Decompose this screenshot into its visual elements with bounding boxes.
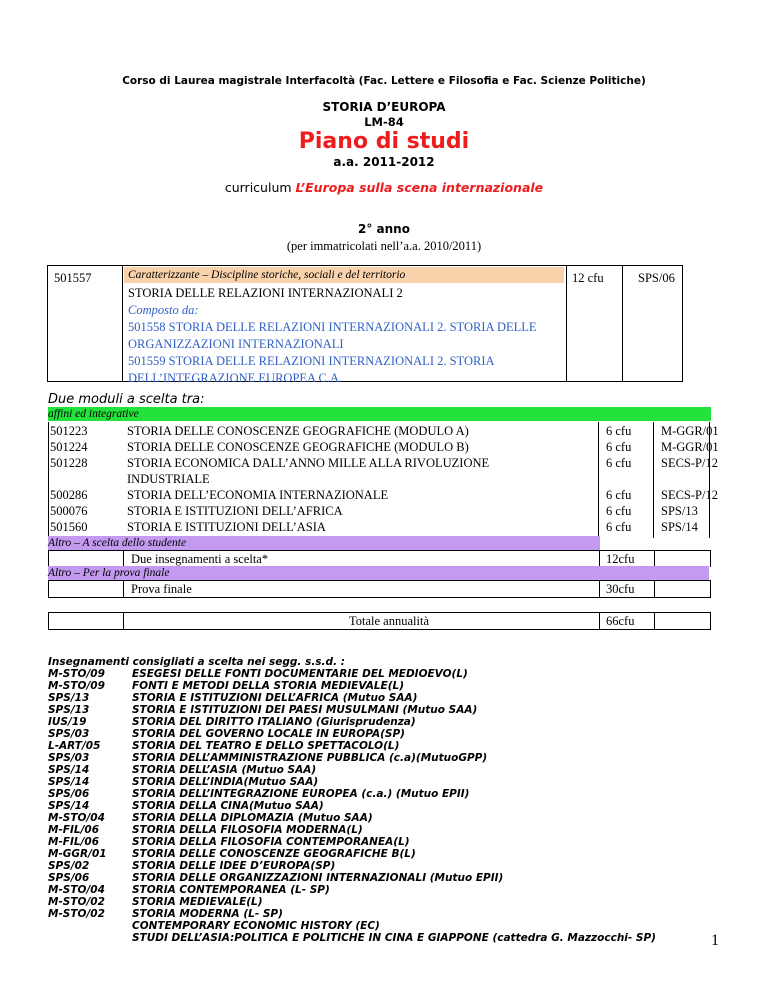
row-code: 501223 [50, 424, 88, 438]
list-item-name: STUDI DELL’ASIA:POLITICA E POLITICHE IN CINA E GIAPPONE (cattedra G. Mazzocchi- SP) [132, 932, 656, 944]
main-course-name: STORIA DELLE RELAZIONI INTERNAZIONALI 2 [128, 286, 403, 300]
list-item-name: STORIA MEDIEVALE(L) [132, 896, 263, 908]
list-item-name: STORIA DELLE CONOSCENZE GEOGRAFICHE B(L) [132, 848, 416, 860]
list-item-name: STORIA DEL TEATRO E DELLO SPETTACOLO(L) [132, 740, 400, 752]
list-item-name: STORIA DELLA CINA(Mutuo SAA) [132, 800, 324, 812]
list-item-name: STORIA DELL’ASIA (Mutuo SAA) [132, 764, 317, 776]
list-item-name: STORIA E ISTITUZIONI DEI PAESI MUSULMANI (Mutuo SAA) [132, 704, 478, 716]
totale-row [48, 612, 711, 630]
altro-scelta-row [48, 550, 711, 567]
list-item-name: STORIA DELL’AMMINISTRAZIONE PUBBLICA (c.a)(MutuoGPP) [132, 752, 488, 764]
totale-label: Totale annualità [349, 614, 429, 628]
main-course-cfu: 12 cfu [572, 271, 604, 285]
row-name: STORIA DELL’ECONOMIA INTERNAZIONALE [127, 488, 389, 502]
list-item-name: STORIA MODERNA (L- SP) [132, 908, 283, 920]
list-item-name: STORIA DELLE ORGANIZZAZIONI INTERNAZIONALI (Mutuo EPII) [132, 872, 504, 884]
row-cfu: 6 cfu [606, 440, 632, 454]
list-item-ssd: M-STO/02 [48, 908, 105, 920]
altro-finale-row [48, 580, 711, 598]
list-item-ssd: L-ART/05 [48, 740, 101, 752]
sub-module-2: 501559 STORIA DELLE RELAZIONI INTERNAZIONALI 2. STORIA DELL’INTEGRAZIONE EUROPEA C.A. [128, 354, 494, 385]
altro-scelta-name: Due insegnamenti a scelta* [131, 552, 269, 566]
academic-year: a.a. 2011-2012 [333, 155, 435, 169]
list-item-name: STORIA DELLA FILOSOFIA CONTEMPORANEA(L) [132, 836, 410, 848]
page-number: 1 [711, 932, 719, 949]
enrollment-note: (per immatricolati nell’a.a. 2010/2011) [286, 239, 482, 253]
altro-scelta-band: Altro – A scelta dello studente [48, 536, 600, 550]
row-code: 501228 [50, 456, 88, 470]
moduli-ssd-border [653, 422, 654, 538]
list-item-ssd: SPS/14 [48, 800, 90, 812]
list-item-ssd: M-FIL/06 [48, 836, 100, 848]
consigliati-title: Insegnamenti consigliati a scelta nei segg. s.s.d. : [48, 656, 345, 668]
list-item-ssd: M-STO/04 [48, 884, 105, 896]
row-name: STORIA E ISTITUZIONI DELL’ASIA [127, 520, 326, 534]
row-cfu: 6 cfu [606, 456, 632, 470]
main-course-table [47, 265, 683, 385]
curriculum-prefix: curriculum [224, 180, 292, 195]
main-course-ssd: SPS/06 [638, 271, 675, 285]
prova-finale-cfu: 30cfu [606, 582, 635, 596]
list-item-name: STORIA DELL’INDIA(Mutuo SAA) [132, 776, 319, 788]
consigliati-ssd-column [48, 668, 107, 920]
list-item-ssd: M-GGR/01 [48, 848, 107, 860]
list-item-ssd: M-STO/04 [48, 812, 105, 824]
list-item-ssd: SPS/14 [48, 776, 90, 788]
row-cfu: 6 cfu [606, 520, 632, 534]
row-name: STORIA E ISTITUZIONI DELL’AFRICA [127, 504, 343, 518]
list-item-name: ESEGESI DELLE FONTI DOCUMENTARIE DEL MEDIOEVO(L) [132, 668, 468, 680]
list-item-ssd: SPS/02 [48, 860, 90, 872]
list-item-ssd: SPS/14 [48, 764, 90, 776]
list-item-ssd: M-STO/09 [48, 680, 105, 692]
sub-module-1: 501558 STORIA DELLE RELAZIONI INTERNAZIONALI 2. STORIA DELLE ORGANIZZAZIONI INTERNAZIONALI [128, 320, 537, 351]
main-course-category: Caratterizzante – Discipline storiche, sociali e del territorio [124, 267, 564, 283]
list-item-ssd: SPS/13 [48, 692, 90, 704]
row-code: 500286 [50, 488, 88, 502]
moduli-cfu-border [598, 422, 599, 538]
list-item-ssd: SPS/03 [48, 752, 90, 764]
row-code: 501224 [50, 440, 88, 454]
row-code: 500076 [50, 504, 88, 518]
row-name: STORIA DELLE CONOSCENZE GEOGRAFICHE (MODULO A) [127, 424, 469, 438]
row-ssd: SECS-P/12 [661, 456, 718, 470]
list-item-name: CONTEMPORARY ECONOMIC HISTORY (EC) [132, 920, 380, 932]
list-item-name: STORIA DELLE IDEE D’EUROPA(SP) [132, 860, 336, 872]
row-code: 501560 [50, 520, 88, 534]
list-item-name: FONTI E METODI DELLA STORIA MEDIEVALE(L) [132, 680, 405, 692]
row-ssd: SPS/13 [661, 504, 698, 518]
list-item-name: STORIA DELLA DIPLOMAZIA (Mutuo SAA) [132, 812, 373, 824]
list-item-ssd: M-FIL/06 [48, 824, 100, 836]
list-item-ssd: SPS/03 [48, 728, 90, 740]
list-item-name: STORIA DEL GOVERNO LOCALE IN EUROPA(SP) [132, 728, 405, 740]
list-item-name: STORIA E ISTITUZIONI DELL’AFRICA (Mutuo SAA) [132, 692, 418, 704]
row-cfu: 6 cfu [606, 504, 632, 518]
list-item-ssd: SPS/06 [48, 872, 90, 884]
list-item-name: STORIA CONTEMPORANEA (L- SP) [132, 884, 330, 896]
totale-cfu: 66cfu [606, 614, 635, 628]
row-name: STORIA DELLE CONOSCENZE GEOGRAFICHE (MODULO B) [127, 440, 469, 454]
degree-title: STORIA D’EUROPA [322, 100, 446, 114]
plan-title: Piano di studi [298, 129, 470, 154]
moduli-title: Due moduli a scelta tra: [48, 392, 205, 407]
curriculum-line [0, 180, 768, 195]
year-of-course: 2° anno [358, 222, 410, 236]
course-line: Corso di Laurea magistrale Interfacoltà (Fac. Lettere e Filosofia e Fac. Scienze Politiche) [122, 75, 646, 87]
row-cfu: 6 cfu [606, 488, 632, 502]
row-cfu: 6 cfu [606, 424, 632, 438]
list-item-name: STORIA DEL DIRITTO ITALIANO (Giurisprudenza) [132, 716, 416, 728]
list-item-ssd: SPS/13 [48, 704, 90, 716]
row-name: INDUSTRIALE [127, 472, 210, 486]
row-ssd: M-GGR/01 [661, 424, 719, 438]
list-item-name: STORIA DELL’INTEGRAZIONE EUROPEA (c.a.) (Mutuo EPII) [132, 788, 470, 800]
main-course-code: 501557 [54, 271, 92, 285]
list-item-ssd: IUS/19 [48, 716, 87, 728]
altro-finale-band: Altro – Per la prova finale [48, 566, 709, 580]
prova-finale-name: Prova finale [131, 582, 192, 596]
row-ssd: M-GGR/01 [661, 440, 719, 454]
moduli-band: affini ed integrative [48, 407, 711, 421]
consigliati-name-column [132, 668, 656, 944]
degree-code: LM-84 [364, 115, 404, 129]
list-item-ssd: SPS/06 [48, 788, 90, 800]
list-item-ssd: M-STO/02 [48, 896, 105, 908]
moduli-left-border [48, 422, 49, 538]
curriculum-name: L’Europa sulla scena internazionale [295, 180, 544, 195]
composto-label: Composto da: [128, 303, 199, 317]
list-item-ssd: M-STO/09 [48, 668, 105, 680]
row-ssd: SECS-P/12 [661, 488, 718, 502]
row-name: STORIA ECONOMICA DALL’ANNO MILLE ALLA RIVOLUZIONE [127, 456, 490, 470]
list-item-name: STORIA DELLA FILOSOFIA MODERNA(L) [132, 824, 363, 836]
altro-scelta-cfu: 12cfu [606, 552, 635, 566]
row-ssd: SPS/14 [661, 520, 698, 534]
